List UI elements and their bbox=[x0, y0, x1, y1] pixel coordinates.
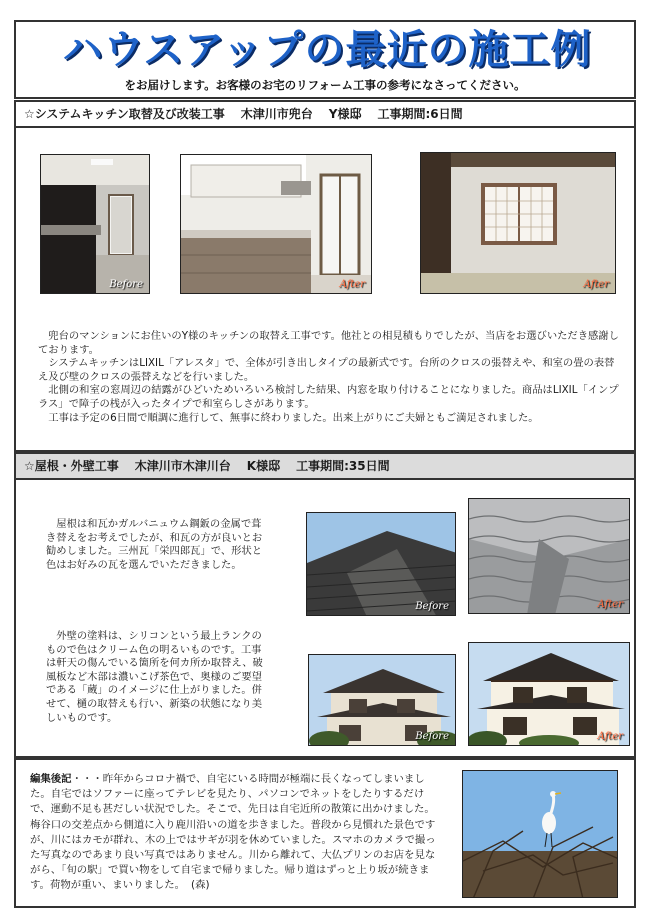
editor-note-signature: (森) bbox=[191, 879, 210, 892]
house-before-label: Before bbox=[415, 731, 449, 742]
kitchen-after-label: After bbox=[339, 279, 365, 290]
kitchen-before-label: Before bbox=[109, 279, 143, 290]
roof-wall-section bbox=[14, 452, 636, 758]
roof-after-label: After bbox=[597, 599, 623, 610]
page-title: ハウスアップの最近の施工例 bbox=[62, 27, 592, 73]
roof-heading-title: ☆屋根・外壁工事 bbox=[24, 459, 119, 473]
roof-heading-location: 木津川市木津川台 bbox=[134, 459, 231, 473]
roof-description bbox=[46, 518, 264, 572]
wall-paragraph: 外壁の塗料は、シリコンという最上ランクのもので色はクリーム色の明るいものです。工事は軒天の傷んでいる箇所を何カ所か取替え、破風板など木部は濃いこげ茶色で、奥様のご要望である「蔵」のイメージに仕上がりました。併せて、樋の取替えも行い、新築の状態になり美しいものです。 bbox=[46, 630, 263, 724]
kitchen-heading-location: 木津川市兜台 bbox=[240, 107, 313, 121]
kitchen-section-heading bbox=[16, 102, 634, 128]
kitchen-after-image bbox=[181, 155, 372, 294]
editor-note-title: 編集後記 bbox=[30, 773, 72, 785]
header-box bbox=[14, 20, 636, 99]
kitchen-heading-title: ☆システムキッチン取替及び改装工事 bbox=[24, 107, 225, 121]
wall-description bbox=[46, 630, 264, 725]
kitchen-section bbox=[14, 100, 636, 452]
house-before-photo bbox=[308, 654, 456, 746]
roof-paragraph: 屋根は和瓦かガルバニュウム鋼鈑の金属で葺き替えをお考えでしたが、和瓦の方が良いとお勧めしました。三州瓦「栄四郎瓦」で、形状と色はお好みの瓦を選んでいただきました。 bbox=[46, 518, 263, 571]
roof-heading-client: K様邸 bbox=[246, 459, 281, 473]
kitchen-paragraph-2: システムキッチンはLIXIL「アレスタ」で、全体が引き出しタイプの最新式です。台所のクロスの張替えや、和室の畳の表替え及び壁のクロスの張替えなどを行いました。 bbox=[38, 357, 615, 383]
page-subtitle: をお届けします。お客様のお宅のリフォーム工事の参考になさってください。 bbox=[124, 78, 526, 92]
house-after-photo bbox=[468, 642, 630, 746]
editor-note-section bbox=[14, 758, 636, 908]
kitchen-paragraph-3: 北側の和室の窓周辺の結露がひどいためいろいろ検討した結果、内窓を取り付けることになりました。商品はLIXIL「インプラス」で障子の桟が入ったタイプで和室らしさがあります。 bbox=[38, 384, 619, 410]
roof-before-label: Before bbox=[415, 601, 449, 612]
kitchen-paragraph-4: 工事は予定の6日間で順調に進行して、無事に終わりました。出来上がりにご夫婦ともご満足されました。 bbox=[48, 411, 539, 424]
editor-note-text: ・・・昨年からコロナ禍で、自宅にいる時間が極端に長くなってしまいました。自宅ではソファーに座ってテレビを見たり、パソコンでネットをしたりするだけで、運動不足も甚だしい状況でした。そこで、先日は自宅近所の散策に出かけました。梅谷口の交差点から側道に入り鹿川沿いの道を歩きました。普段から見慣れた景色ですが、川にはカモが群れ、木の上ではサギが羽を休めていました。スマホのカメラで撮った写真なのであまり良い写真ではありません。川から離れて、大仏プリンのお店を見ながら、「旬の駅」で買い物をして自宅まで帰りました。帰り道はずっと上り坂が続きます。荷物が重い、まいりました。 bbox=[30, 773, 436, 892]
roof-heading-period: 工事期間:35日間 bbox=[296, 459, 390, 473]
roof-wall-section-heading bbox=[16, 454, 634, 480]
heron-photo bbox=[462, 770, 618, 898]
kitchen-before-photo bbox=[40, 154, 150, 294]
kitchen-after-photo bbox=[180, 154, 372, 294]
room-after-image bbox=[421, 153, 616, 294]
room-after-label: After bbox=[583, 279, 609, 290]
kitchen-paragraph-1: 兜台のマンションにお住いのY様のキッチンの取替え工事です。他社との相見積もりでしたが、当店をお選びいただき感謝しております。 bbox=[38, 330, 619, 356]
roof-before-photo bbox=[306, 512, 456, 616]
heron-image bbox=[463, 771, 618, 898]
kitchen-heading-client: Y様邸 bbox=[328, 107, 362, 121]
kitchen-before-image bbox=[41, 155, 150, 294]
room-after-photo bbox=[420, 152, 616, 294]
roof-after-photo bbox=[468, 498, 630, 614]
kitchen-description bbox=[38, 330, 620, 425]
roof-after-image bbox=[469, 499, 630, 614]
editor-note bbox=[30, 772, 444, 894]
kitchen-heading-period: 工事期間:6日間 bbox=[377, 107, 463, 121]
house-after-label: After bbox=[597, 731, 623, 742]
